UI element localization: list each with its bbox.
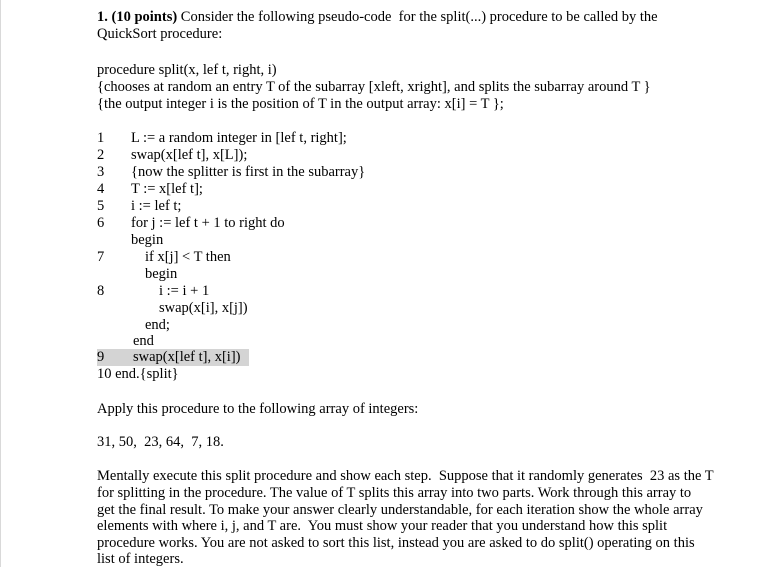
code-line	[97, 366, 179, 383]
code-line	[97, 215, 285, 232]
code-line-text: L := a random integer in [lef t, right];	[131, 130, 347, 146]
code-line-text: {now the splitter is first in the subarray}	[131, 164, 366, 180]
code-line	[97, 181, 203, 198]
instruction-line: list of integers.	[97, 551, 184, 567]
code-line-text: 10 end.{split}	[97, 366, 179, 382]
code-line-number: 7	[97, 249, 105, 265]
code-line	[97, 232, 164, 249]
code-line-text: end	[133, 333, 154, 349]
code-line-text: swap(x[i], x[j])	[159, 300, 248, 316]
code-line-text: swap(x[lef t], x[i])	[133, 349, 241, 365]
code-line-text: for j := lef t + 1 to right do	[131, 215, 285, 231]
code-line-text: if x[j] < T then	[145, 249, 231, 265]
instruction-line: procedure works. You are not asked to sort this list, instead you are asked to do split() operating on this	[97, 535, 695, 551]
code-line-text: i := lef t;	[131, 198, 182, 214]
code-line-text: i := i + 1	[159, 283, 210, 299]
code-line-number: 5	[97, 198, 105, 214]
code-line	[97, 164, 366, 181]
code-line-number: 9	[97, 349, 105, 365]
question-intro-text: Consider the following pseudo-code for the split(...) procedure to be called by the	[177, 9, 658, 25]
code-line-text: T := x[lef t];	[131, 181, 203, 197]
code-line	[97, 249, 231, 266]
code-line-text: begin	[145, 266, 178, 282]
code-line	[97, 147, 248, 164]
procedure-comment1: {chooses at random an entry T of the subarray [xleft, xright], and splits the subarray around T }	[97, 79, 651, 95]
apply-text: Apply this procedure to the following array of integers:	[97, 401, 419, 417]
code-line	[97, 349, 241, 366]
instruction-line: get the final result. To make your answer clearly understandable, for each iteration show the whole array	[97, 502, 703, 518]
instruction-line: for splitting in the procedure. The value of T splits this array into two parts. Work through this array to	[97, 485, 692, 501]
code-line	[97, 198, 182, 215]
code-line-number: 2	[97, 147, 105, 163]
question-number-points: 1. (10 points)	[97, 9, 178, 25]
instruction-line: Mentally execute this split procedure and show each step. Suppose that it randomly generates 23 as the T	[97, 468, 714, 484]
array-values: 31, 50, 23, 64, 7, 18.	[97, 434, 224, 450]
question-intro-line1	[97, 9, 658, 26]
question-intro-line2: QuickSort procedure:	[97, 26, 223, 42]
code-line-text: begin	[131, 232, 164, 248]
code-line-number: 8	[97, 283, 105, 299]
code-line	[97, 300, 248, 317]
code-line	[97, 266, 178, 283]
code-line-text: swap(x[lef t], x[L]);	[131, 147, 248, 163]
procedure-signature: procedure split(x, lef t, right, i)	[97, 62, 277, 78]
instruction-line: elements with where i, j, and T are. You must show your reader that you understand how this split	[97, 518, 668, 534]
code-line-number: 4	[97, 181, 105, 197]
procedure-comment2: {the output integer i is the position of T in the output array: x[i] = T };	[97, 96, 504, 112]
code-line-text: end;	[145, 317, 170, 333]
code-line-number: 6	[97, 215, 105, 231]
code-line-number: 3	[97, 164, 105, 180]
code-line	[97, 130, 347, 147]
code-line	[97, 283, 210, 300]
code-line	[97, 317, 170, 334]
code-line	[97, 333, 154, 350]
code-line-number: 1	[97, 130, 105, 146]
